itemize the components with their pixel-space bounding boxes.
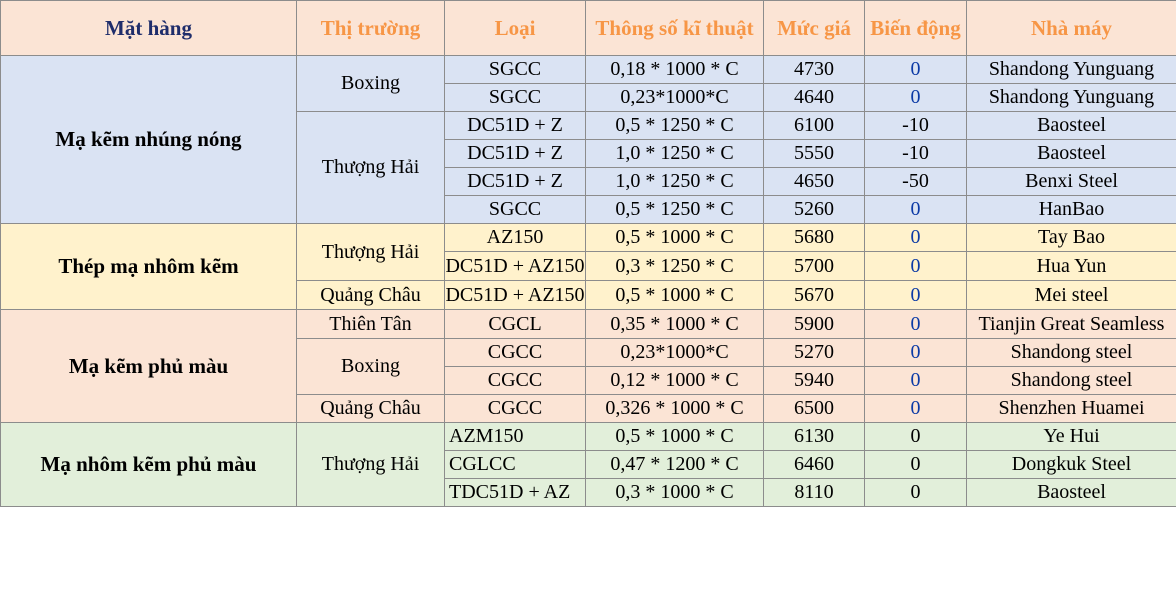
category-cell: Mạ kẽm phủ màu [1,310,297,423]
change-cell: 0 [865,310,967,339]
market-cell: Thượng Hải [297,112,445,224]
spec-cell: 0,5 * 1250 * C [586,112,764,140]
price-cell: 5270 [764,339,865,367]
market-cell: Thiên Tân [297,310,445,339]
price-cell: 4730 [764,56,865,84]
type-cell: CGCC [445,367,586,395]
header-change: Biến động [865,1,967,56]
market-cell: Boxing [297,339,445,395]
change-cell: 0 [865,56,967,84]
header-market: Thị trường [297,1,445,56]
type-cell: AZM150 [445,423,586,451]
type-cell: SGCC [445,84,586,112]
spec-cell: 0,3 * 1250 * C [586,252,764,281]
price-cell: 5700 [764,252,865,281]
spec-cell: 0,5 * 1250 * C [586,196,764,224]
spec-cell: 0,18 * 1000 * C [586,56,764,84]
price-cell: 4650 [764,168,865,196]
type-cell: DC51D + Z [445,112,586,140]
price-cell: 5550 [764,140,865,168]
factory-cell: Shenzhen Huamei [967,395,1176,423]
type-cell: DC51D + AZ150 [445,252,586,281]
price-cell: 5940 [764,367,865,395]
type-cell: DC51D + AZ150 [445,281,586,310]
price-cell: 8110 [764,479,865,507]
price-cell: 6100 [764,112,865,140]
change-cell: 0 [865,196,967,224]
factory-cell: Shandong Yunguang [967,56,1176,84]
factory-cell: Benxi Steel [967,168,1176,196]
price-cell: 5260 [764,196,865,224]
type-cell: CGLCC [445,451,586,479]
spec-cell: 0,35 * 1000 * C [586,310,764,339]
change-cell: -10 [865,140,967,168]
factory-cell: Ye Hui [967,423,1176,451]
change-cell: 0 [865,395,967,423]
type-cell: DC51D + Z [445,168,586,196]
category-cell: Thép mạ nhôm kẽm [1,224,297,310]
header-row [1,1,1176,56]
factory-cell: Shandong Yunguang [967,84,1176,112]
change-cell: 0 [865,224,967,252]
change-cell: 0 [865,84,967,112]
spec-cell: 0,3 * 1000 * C [586,479,764,507]
factory-cell: HanBao [967,196,1176,224]
factory-cell: Mei steel [967,281,1176,310]
header-price: Mức giá [764,1,865,56]
change-cell: 0 [865,423,967,451]
change-cell: 0 [865,451,967,479]
price-cell: 6460 [764,451,865,479]
price-cell: 5680 [764,224,865,252]
change-cell: -50 [865,168,967,196]
type-cell: AZ150 [445,224,586,252]
spec-cell: 0,12 * 1000 * C [586,367,764,395]
type-cell: CGCC [445,339,586,367]
price-cell: 5670 [764,281,865,310]
change-cell: 0 [865,367,967,395]
factory-cell: Dongkuk Steel [967,451,1176,479]
market-cell: Quảng Châu [297,281,445,310]
spec-cell: 1,0 * 1250 * C [586,168,764,196]
spec-cell: 0,5 * 1000 * C [586,281,764,310]
market-cell: Thượng Hải [297,423,445,507]
change-cell: 0 [865,339,967,367]
factory-cell: Tay Bao [967,224,1176,252]
price-cell: 5900 [764,310,865,339]
spec-cell: 0,23*1000*C [586,339,764,367]
spec-cell: 0,47 * 1200 * C [586,451,764,479]
spec-cell: 0,326 * 1000 * C [586,395,764,423]
type-cell: SGCC [445,56,586,84]
type-cell: TDC51D + AZ [445,479,586,507]
header-product: Mặt hàng [1,1,297,56]
change-cell: -10 [865,112,967,140]
header-factory: Nhà máy [967,1,1176,56]
table-row [1,224,1176,252]
factory-cell: Tianjin Great Seamless [967,310,1176,339]
factory-cell: Baosteel [967,140,1176,168]
price-cell: 6130 [764,423,865,451]
factory-cell: Shandong steel [967,367,1176,395]
price-cell: 6500 [764,395,865,423]
header-spec: Thông số kĩ thuật [586,1,764,56]
market-cell: Thượng Hải [297,224,445,281]
change-cell: 0 [865,479,967,507]
factory-cell: Baosteel [967,112,1176,140]
market-cell: Quảng Châu [297,395,445,423]
type-cell: CGCC [445,395,586,423]
type-cell: CGCL [445,310,586,339]
table-row [1,56,1176,84]
category-cell: Mạ nhôm kẽm phủ màu [1,423,297,507]
change-cell: 0 [865,281,967,310]
change-cell: 0 [865,252,967,281]
price-cell: 4640 [764,84,865,112]
type-cell: DC51D + Z [445,140,586,168]
spec-cell: 1,0 * 1250 * C [586,140,764,168]
type-cell: SGCC [445,196,586,224]
factory-cell: Shandong steel [967,339,1176,367]
category-cell: Mạ kẽm nhúng nóng [1,56,297,224]
header-type: Loại [445,1,586,56]
spec-cell: 0,23*1000*C [586,84,764,112]
market-cell: Boxing [297,56,445,112]
spec-cell: 0,5 * 1000 * C [586,224,764,252]
table-row [1,423,1176,451]
factory-cell: Hua Yun [967,252,1176,281]
spec-cell: 0,5 * 1000 * C [586,423,764,451]
factory-cell: Baosteel [967,479,1176,507]
